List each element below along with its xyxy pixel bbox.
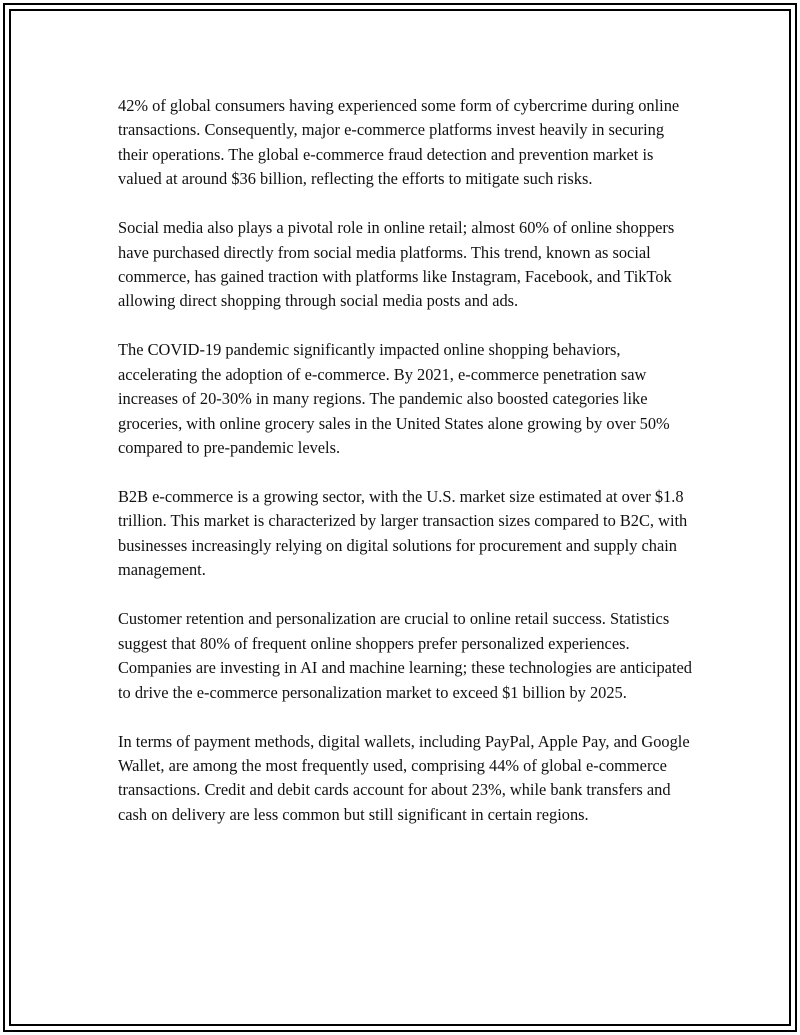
document-body [118,94,698,852]
paragraph-payment-methods: In terms of payment methods, digital wallets, including PayPal, Apple Pay, and Google Wallet, are among the most frequently used, comprising 44% of global e-commerce transactions. Credit and debit cards account for about 23%, while bank transfers and cash on delivery are less common but still significant in certain regions. [118,731,690,824]
paragraph-cybercrime: 42% of global consumers having experienced some form of cybercrime during online transactions. Consequently, major e-commerce platforms invest heavily in securing their operations. The global e-commerce fraud detection and prevention market is valued at around $36 billion, reflecting the efforts to mitigate such risks. [118,96,680,189]
paragraph-personalization: Customer retention and personalization are crucial to online retail success. Statistics suggest that 80% of frequent online shoppers prefer personalized experiences. Companies are investing in AI and machine learning; these technologies are anticipated to drive the e-commerce personalization market to exceed $1 billion by 2025. [118,609,692,702]
paragraph-covid-impact: The COVID-19 pandemic significantly impacted online shopping behaviors, accelerating the adoption of e-commerce. By 2021, e-commerce penetration saw increases of 20-30% in many regions. The pandemic also boosted categories like groceries, with online grocery sales in the United States alone growing by over 50% compared to pre-pandemic levels. [118,340,670,458]
paragraph-b2b: B2B e-commerce is a growing sector, with the U.S. market size estimated at over $1.8 trillion. This market is characterized by larger transaction sizes compared to B2C, with businesses increasingly relying on digital solutions for procurement and supply chain management. [118,487,688,580]
paragraph-social-commerce: Social media also plays a pivotal role in online retail; almost 60% of online shoppers have purchased directly from social media platforms. This trend, known as social commerce, has gained traction with platforms like Instagram, Facebook, and TikTok allowing direct shopping through social media posts and ads. [118,218,675,311]
